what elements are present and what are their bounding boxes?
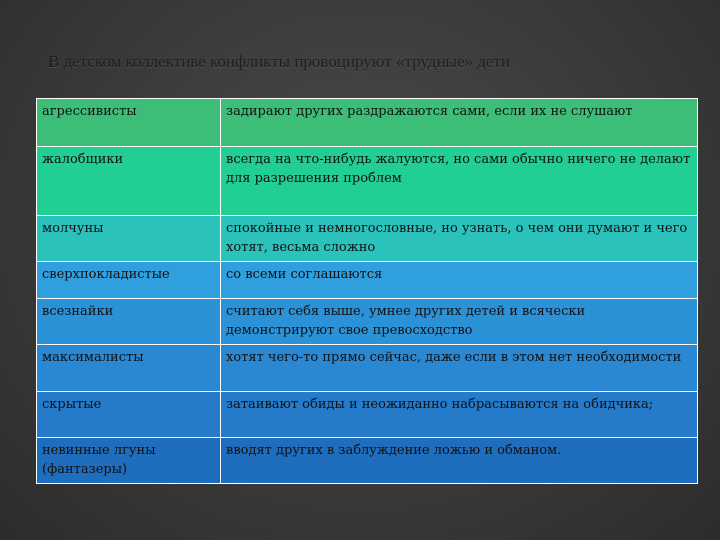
table-row [37,392,698,438]
slide-title: В детском коллективе конфликты провоцируют «трудные» дети [48,52,510,71]
type-cell: всезнайки [37,299,221,345]
type-cell: жалобщики [37,147,221,216]
type-cell: невинные лгуны (фантазеры) [37,438,221,484]
table-row [37,438,698,484]
description-cell: всегда на что-нибудь жалуются, но сами обычно ничего не делают для разрешения проблем [221,147,698,216]
type-cell: сверхпокладистые [37,262,221,299]
conflict-types-table [36,98,698,484]
table-row [37,345,698,392]
description-cell: со всеми соглашаются [221,262,698,299]
description-cell: спокойные и немногословные, но узнать, о чем они думают и чего хотят, весьма сложно [221,216,698,262]
type-cell: скрытые [37,392,221,438]
type-cell: молчуны [37,216,221,262]
description-cell: задирают других раздражаются сами, если их не слушают [221,99,698,147]
description-cell: считают себя выше, умнее других детей и всячески демонстрируют свое превосходство [221,299,698,345]
table-row [37,216,698,262]
table-row [37,147,698,216]
type-cell: агрессивисты [37,99,221,147]
table-row [37,262,698,299]
description-cell: вводят других в заблуждение ложью и обманом. [221,438,698,484]
description-cell: затаивают обиды и неожиданно набрасываются на обидчика; [221,392,698,438]
table-row [37,99,698,147]
description-cell: хотят чего-то прямо сейчас, даже если в этом нет необходимости [221,345,698,392]
table-row [37,299,698,345]
type-cell: максималисты [37,345,221,392]
